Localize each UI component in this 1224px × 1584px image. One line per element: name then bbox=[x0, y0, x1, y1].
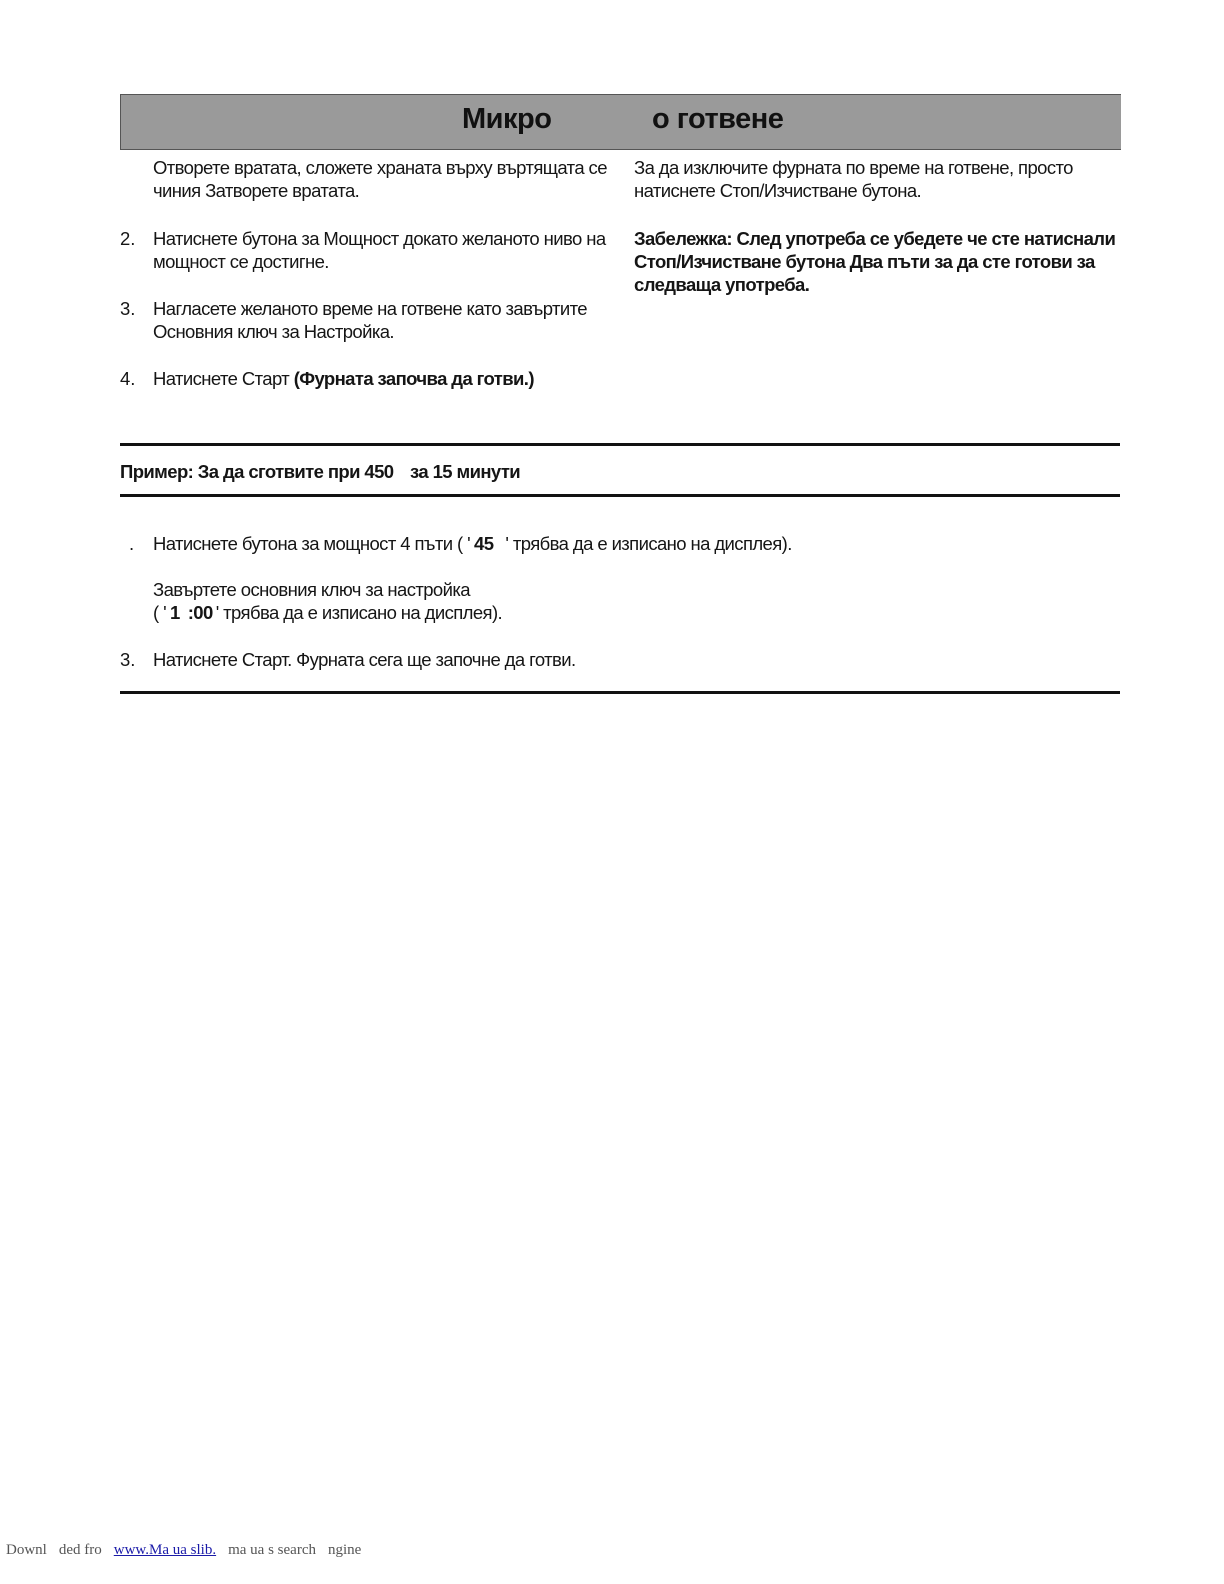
example-step2-bold-b: :00 bbox=[187, 602, 213, 623]
stop-instruction-line1: За да изключите фурната по време на готвене, просто bbox=[634, 157, 1073, 178]
example-step2-after: ' трябва да е изписано на дисплея). bbox=[215, 602, 503, 623]
divider-middle bbox=[120, 494, 1120, 497]
example-step3-text: Натиснете Старт. Фурната сега ще започне да готви. bbox=[153, 649, 576, 670]
divider-top bbox=[120, 443, 1120, 446]
note-line1: Забележка: След употреба се убедете че сте натиснали bbox=[634, 228, 1116, 249]
step3-number: 3. bbox=[120, 298, 136, 319]
footer-link[interactable]: www.Ma ua slib. bbox=[113, 1542, 217, 1558]
step4-bold: (Фурната започва да готви.) bbox=[293, 368, 534, 389]
divider-bottom bbox=[120, 691, 1120, 694]
step4-text: Натиснете Старт bbox=[153, 368, 294, 389]
footer-part1: Downl bbox=[6, 1542, 47, 1558]
footer-part3: ma ua s search bbox=[228, 1542, 316, 1558]
footer-part4: ngine bbox=[328, 1542, 362, 1558]
step1-line1: Отворете вратата, сложете храната върху въртящата се bbox=[153, 157, 607, 178]
example-step2-line2 bbox=[153, 601, 502, 625]
step2-line2: мощност се достигне. bbox=[153, 251, 329, 272]
section-title-bar bbox=[120, 94, 1121, 150]
example-heading-left: Пример: За да сготвите при 450 bbox=[120, 461, 394, 482]
example-step1-bold: 45 bbox=[474, 533, 494, 554]
example-step1-line bbox=[153, 532, 792, 556]
step3-line1: Нагласете желаното време на готвене като завъртите bbox=[153, 298, 587, 319]
step2-number: 2. bbox=[120, 228, 136, 249]
example-step1-number: . bbox=[129, 533, 135, 554]
section-title-left: Микро bbox=[462, 103, 552, 135]
download-footer bbox=[6, 1542, 373, 1559]
step1-line2: чиния Затворете вратата. bbox=[153, 180, 360, 201]
example-step1-text-before: Натиснете бутона за мощност 4 пъти ( ' bbox=[153, 533, 471, 554]
step3-line2: Основния ключ за Настройка. bbox=[153, 321, 394, 342]
section-title-right: о готвене bbox=[652, 103, 784, 135]
example-step1-text-after: ' трябва да е изписано на дисплея). bbox=[505, 533, 792, 554]
stop-instruction-line2: натиснете Стоп/Изчистване бутона. bbox=[634, 180, 922, 201]
example-step2-bold-a: 1 bbox=[170, 602, 180, 623]
example-step2-line1: Завъртете основния ключ за настройка bbox=[153, 579, 470, 600]
step2-line1: Натиснете бутона за Мощност докато желаното ниво на bbox=[153, 228, 606, 249]
example-heading-right: за 15 минути bbox=[410, 461, 521, 482]
example-step3-number: 3. bbox=[120, 649, 136, 670]
note-line2: Стоп/Изчистване бутона Два пъти за да сте готови за bbox=[634, 251, 1095, 272]
example-step2-before: ( ' bbox=[153, 602, 167, 623]
note-line3: следваща употреба. bbox=[634, 274, 810, 295]
footer-part2: ded fro bbox=[58, 1542, 102, 1558]
step4-line bbox=[153, 367, 534, 391]
step4-number: 4. bbox=[120, 368, 136, 389]
